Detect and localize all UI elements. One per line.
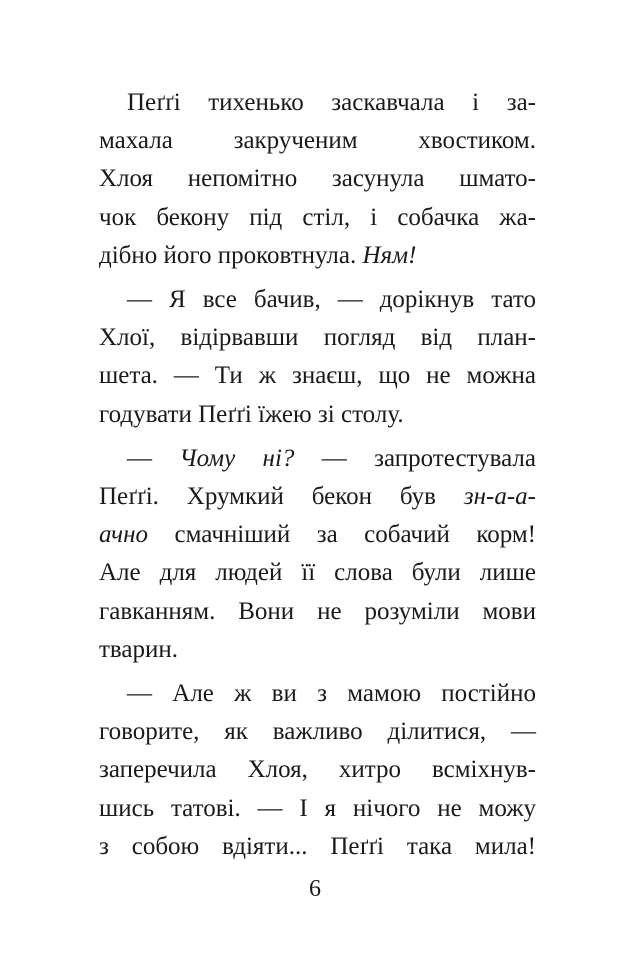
text-run: Хлоя непомітно засунула шмато- [99, 165, 536, 193]
text-run: махала закрученим хвостиком. [99, 127, 536, 155]
page-body [99, 84, 536, 866]
text-line [99, 440, 536, 478]
text-run: шета. — Ти ж знаєш, що не можна [99, 362, 536, 390]
text-run: — запротестувала [294, 444, 536, 472]
text-run: шись татові. — І я нічого не можу [99, 794, 536, 822]
text-line [99, 319, 536, 357]
italic-text-run: Чому ні? [179, 444, 295, 472]
italic-text-run: Ням! [362, 241, 417, 269]
page-number: 6 [309, 876, 321, 902]
text-line [99, 357, 536, 395]
text-line [99, 516, 536, 554]
text-line [99, 478, 536, 516]
text-line [99, 593, 536, 631]
text-run: говорите, як важливо ділитися, — [99, 718, 536, 746]
paragraph [99, 281, 536, 434]
italic-text-run: ачно [99, 521, 148, 549]
paragraph [99, 440, 536, 669]
text-run: з собою вдіяти... Пеґґі така мила! [99, 832, 536, 860]
text-run: Хлої, відірвавши погляд від план- [99, 324, 536, 352]
text-run: Пеґґі. Хрумкий бекон був [99, 483, 464, 511]
text-run: Але для людей її слова були лише [99, 559, 536, 587]
text-line [99, 84, 536, 122]
text-run: Пеґґі тихенько заскавчала і за- [127, 89, 536, 116]
text-line [99, 554, 536, 592]
text-run: чок бекону під стіл, і собачка жа- [99, 203, 536, 231]
text-run: гавканням. Вони не розуміли мови [99, 597, 536, 625]
text-run: дібно його проковтнула. [99, 241, 363, 269]
italic-text-run: зн-а-а- [463, 483, 536, 511]
paragraph [99, 675, 536, 866]
text-line [99, 160, 536, 198]
text-run: — Я все бачив, — дорікнув тато [127, 286, 536, 314]
text-line [99, 237, 536, 275]
text-run: смачніший за собачий корм! [148, 521, 536, 549]
text-line [99, 675, 536, 713]
text-run: годувати Пеґґі їжею зі столу. [99, 400, 404, 428]
text-run: — [127, 444, 180, 472]
text-line [99, 828, 536, 866]
text-line [99, 631, 536, 669]
text-line [99, 281, 536, 319]
text-line [99, 713, 536, 751]
text-line [99, 790, 536, 828]
text-line [99, 199, 536, 237]
text-line [99, 396, 536, 434]
text-line [99, 751, 536, 789]
text-run: тварин. [99, 635, 179, 663]
paragraph [99, 84, 536, 275]
text-run: — Але ж ви з мамою постійно [127, 680, 536, 708]
text-line [99, 122, 536, 160]
text-run: заперечила Хлоя, хитро всміхнув- [99, 756, 536, 784]
